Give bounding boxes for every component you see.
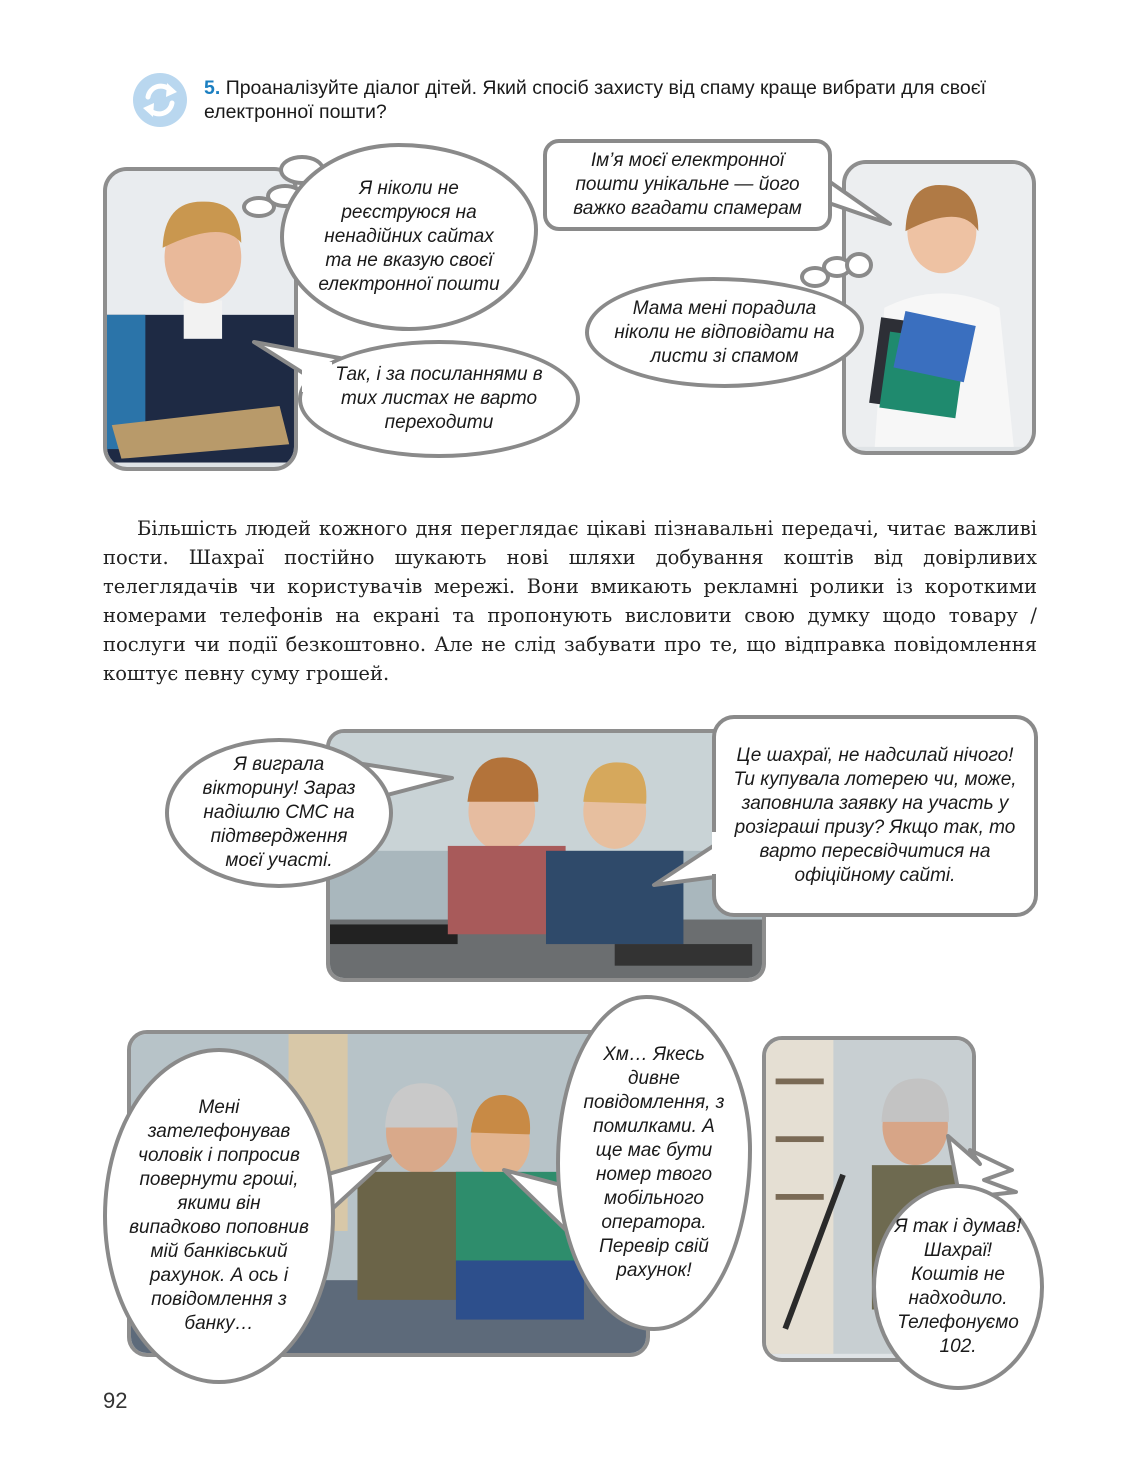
grandpa-speech-text: Мені зателефонував чоловік і попросив повернути гроші, якими він випадково поповнив мій банківський рахунок. А ось і повідомлення з банку… <box>129 1097 309 1334</box>
paragraph-text: Більшість людей кожного дня переглядає цікаві пізнавальні передачі, читає важливі пости. Шахраї постійно шукають нові шляхи добування коштів від довірливих телеглядачів чи користувачів мережі. Вони вмикають рекламні ролики із короткими номерами телефонів на екрані та пропонують висловити свою думку щодо товару / послуги чи події безкоштовно. Але не слід забувати про те, що відправка повідомлення коштує певну суму грошей. <box>103 517 1037 685</box>
refresh-arrows-icon <box>133 73 187 127</box>
boy-phone-bubble <box>556 995 752 1331</box>
grandpa-phone-bubble <box>872 1184 1044 1390</box>
grandpa-speech-bubble <box>103 1048 335 1384</box>
body-paragraph <box>103 514 1037 688</box>
boy-thought-bubble <box>280 143 538 331</box>
thought-puff-large <box>845 252 873 278</box>
girl-sms-text: Я виграла вікторину! Зараз надішлю СМС на підтвердження моєї участі. <box>202 754 356 871</box>
boy-warning-bubble <box>712 715 1038 917</box>
girl-thought-text: Мама мені порадила ніколи не відповідати на листи зі спамом <box>614 297 835 367</box>
boy-warning-tail-cover <box>712 832 732 882</box>
boy-thought-text: Я ніколи не реєструюся на ненадійних сайтах та не вказую своєї електронної пошти <box>318 178 500 295</box>
grandpa-phone-text: Я так і думав! Шахраї! Коштів не надходило. Телефонуємо 102. <box>894 1216 1022 1357</box>
boy-speech-tail-cover <box>302 362 342 402</box>
page-number: 92 <box>103 1388 128 1413</box>
task-number: 5. <box>204 77 221 99</box>
girl-speech-text: Ім’я моєї електронної пошти унікальне — його важко вгадати спамерам <box>573 150 802 219</box>
task-text <box>204 76 1054 124</box>
girl-speech-tail-cover <box>812 166 842 206</box>
girl-thought-bubble <box>585 277 864 388</box>
girl-sms-bubble <box>165 738 393 888</box>
boy-speech-text: Так, і за посиланнями в тих листах не варто переходити <box>335 364 543 433</box>
boy-phone-text: Хм… Якесь дивне повідомлення, з помилками. А ще має бути номер твого мобільного оператора. Перевір свій рахунок! <box>583 1044 725 1281</box>
task-question: Проаналізуйте діалог дітей. Який спосіб захисту від спаму краще вибрати для своєї електронної пошти? <box>204 77 987 123</box>
girl-speech-bubble <box>543 139 832 231</box>
boy-warning-text: Це шахраї, не надсилай нічого! Ти купувала лотерею чи, може, заповнила заявку на участь у розіграші призу? Якщо так, то варто пересвідчитися на офіційному сайті. <box>733 745 1017 886</box>
